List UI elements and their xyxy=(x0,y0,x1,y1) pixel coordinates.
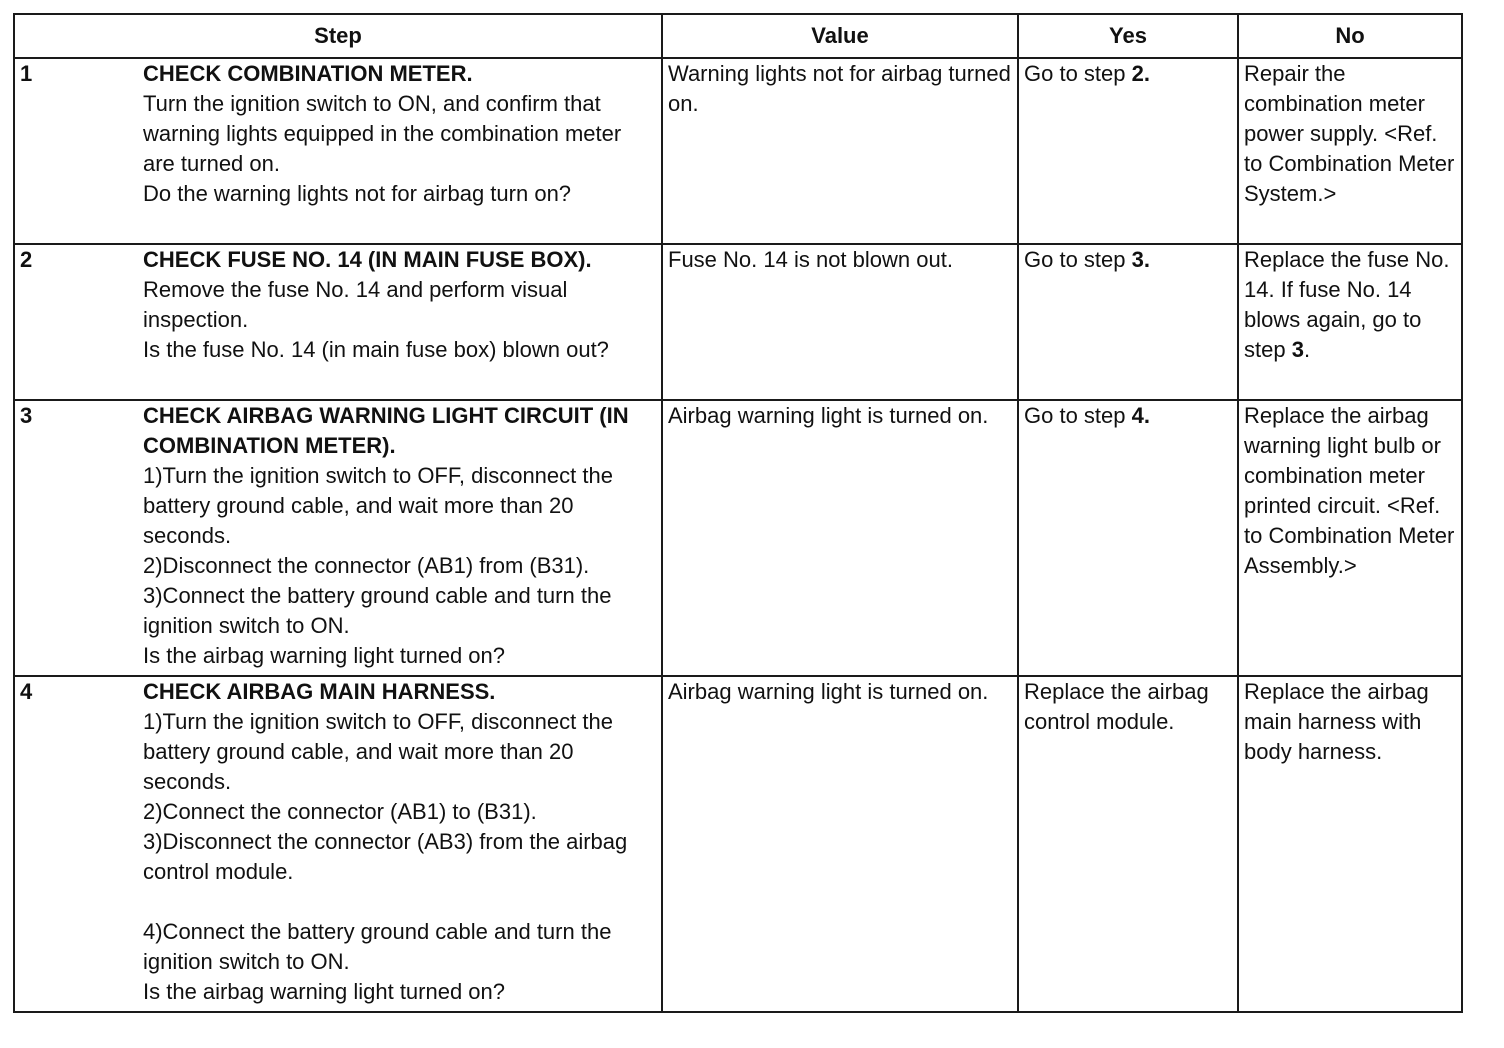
header-value: Value xyxy=(662,14,1018,58)
yes-suffix: . xyxy=(1143,403,1151,428)
table-row xyxy=(14,676,1462,1012)
yes-step-ref: 2 xyxy=(1131,61,1144,86)
step-description xyxy=(138,400,662,676)
step-description xyxy=(138,676,662,1012)
step-instruction: 4)Connect the battery ground cable and turn the ignition switch to ON. xyxy=(143,919,612,974)
step-number: 2 xyxy=(14,244,138,400)
step-instruction: 1)Turn the ignition switch to OFF, disconnect the battery ground cable, and wait more than 20 seconds. xyxy=(143,463,613,548)
step-question: Is the airbag warning light turned on? xyxy=(143,643,506,668)
yes-text: Go to step xyxy=(1024,61,1126,86)
step-title: CHECK AIRBAG MAIN HARNESS. xyxy=(143,679,496,704)
step-number: 4 xyxy=(14,676,138,1012)
header-row xyxy=(14,14,1462,58)
step-question: Is the fuse No. 14 (in main fuse box) blown out? xyxy=(143,337,609,362)
yes-cell xyxy=(1018,58,1238,244)
step-title: CHECK FUSE NO. 14 (IN MAIN FUSE BOX). xyxy=(143,247,592,272)
step-title: CHECK AIRBAG WARNING LIGHT CIRCUIT (IN COMBINATION METER). xyxy=(143,403,629,458)
yes-suffix: . xyxy=(1143,247,1151,272)
step-instruction: 3)Disconnect the connector (AB3) from the airbag control module. xyxy=(143,829,628,884)
yes-text: Go to step xyxy=(1024,403,1126,428)
yes-suffix: . xyxy=(1143,61,1151,86)
step-description xyxy=(138,244,662,400)
step-number: 1 xyxy=(14,58,138,244)
no-text: Replace the fuse No. 14. If fuse No. 14 blows again, go to step xyxy=(1244,247,1450,362)
step-description xyxy=(138,58,662,244)
step-instruction: Remove the fuse No. 14 and perform visual inspection. xyxy=(143,277,568,332)
header-step: Step xyxy=(14,14,662,58)
value-cell: Airbag warning light is turned on. xyxy=(662,676,1018,1012)
no-cell: Replace the airbag main harness with body harness. xyxy=(1238,676,1462,1012)
step-instruction: 1)Turn the ignition switch to OFF, disconnect the battery ground cable, and wait more than 20 seconds. xyxy=(143,709,613,794)
step-instruction: 2)Connect the connector (AB1) to (B31). xyxy=(143,799,537,824)
step-question: Do the warning lights not for airbag turn on? xyxy=(143,181,572,206)
value-cell: Warning lights not for airbag turned on. xyxy=(662,58,1018,244)
yes-step-ref: 4 xyxy=(1131,403,1144,428)
step-title: CHECK COMBINATION METER. xyxy=(143,61,473,86)
yes-cell: Replace the airbag control module. xyxy=(1018,676,1238,1012)
table-row xyxy=(14,400,1462,676)
yes-step-ref: 3 xyxy=(1131,247,1144,272)
step-instruction: 3)Connect the battery ground cable and turn the ignition switch to ON. xyxy=(143,583,612,638)
header-no: No xyxy=(1238,14,1462,58)
no-suffix: . xyxy=(1303,337,1311,362)
no-cell: Repair the combination meter power supply. <Ref. to Combination Meter System.> xyxy=(1238,58,1462,244)
step-instruction: Turn the ignition switch to ON, and confirm that warning lights equipped in the combination meter are turned on. xyxy=(143,91,622,176)
yes-text: Go to step xyxy=(1024,247,1126,272)
table-row xyxy=(14,58,1462,244)
no-cell: Replace the airbag warning light bulb or combination meter printed circuit. <Ref. to Combination Meter Assembly.> xyxy=(1238,400,1462,676)
step-number: 3 xyxy=(14,400,138,676)
spacer xyxy=(143,887,656,917)
yes-cell xyxy=(1018,244,1238,400)
no-cell xyxy=(1238,244,1462,400)
value-cell: Fuse No. 14 is not blown out. xyxy=(662,244,1018,400)
value-cell: Airbag warning light is turned on. xyxy=(662,400,1018,676)
step-instruction: 2)Disconnect the connector (AB1) from (B31). xyxy=(143,553,590,578)
header-yes: Yes xyxy=(1018,14,1238,58)
yes-cell xyxy=(1018,400,1238,676)
step-question: Is the airbag warning light turned on? xyxy=(143,979,506,1004)
table-row xyxy=(14,244,1462,400)
no-step-ref: 3 xyxy=(1291,337,1304,362)
diagnostic-table xyxy=(13,13,1463,1013)
